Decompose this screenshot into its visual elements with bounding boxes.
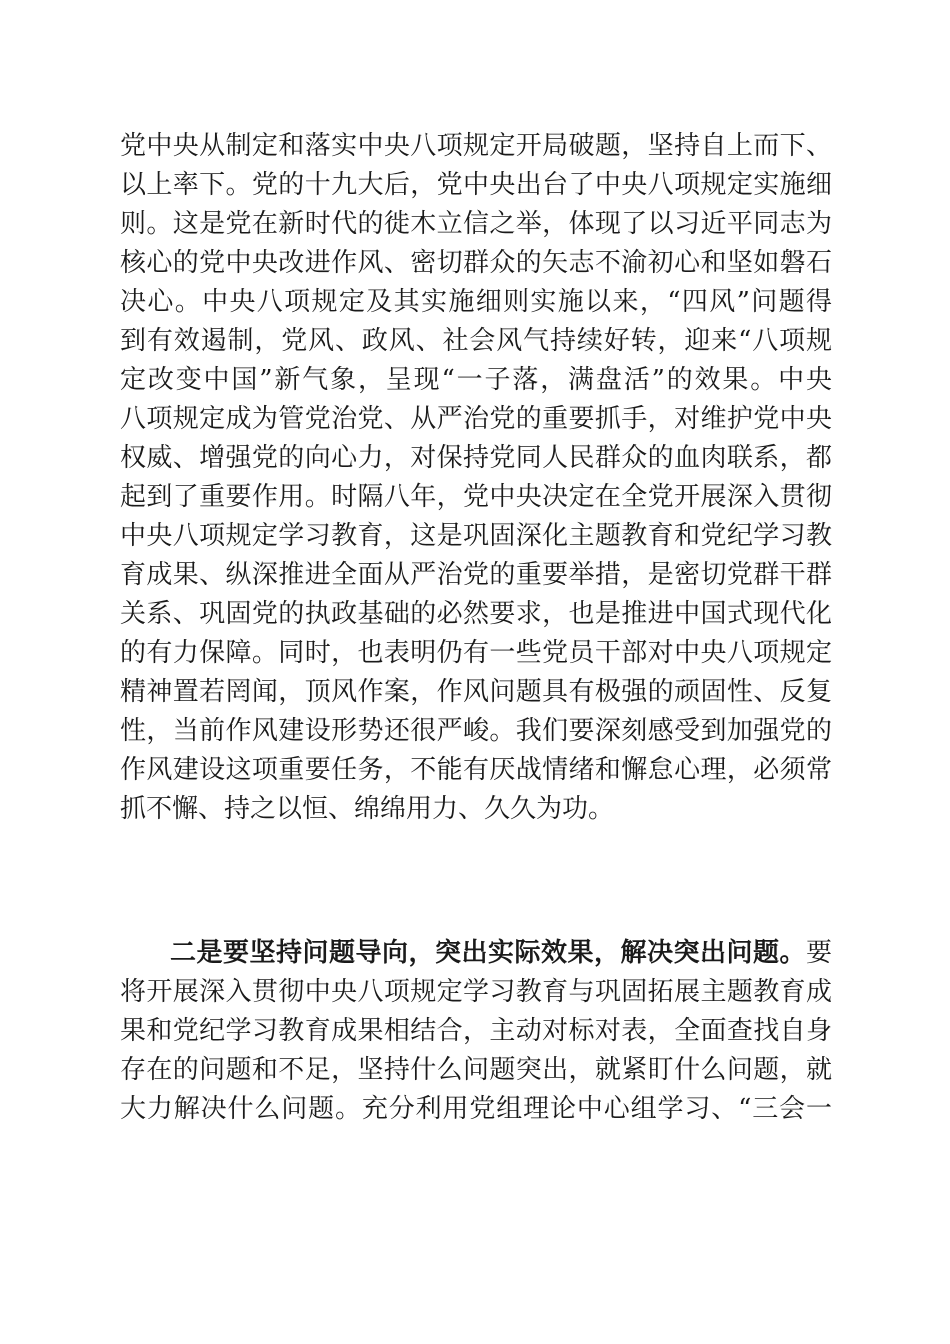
text-line: 性，当前作风建设形势还很严峻。我们要深刻感受到加强党的	[120, 716, 832, 746]
text-line: 抓不懈、持之以恒、绵绵用力、久久为功。	[120, 794, 615, 824]
text-line: 八项规定成为管党治党、从严治党的重要抓手，对维护党中央	[120, 404, 832, 434]
paragraph-2-heading: 二是要坚持问题导向，突出实际效果，解决突出问题。	[170, 938, 806, 968]
text-line: 则。这是党在新时代的徙木立信之举，体现了以习近平同志为	[120, 209, 832, 239]
text-line: 核心的党中央改进作风、密切群众的矢志不渝初心和坚如磐石	[120, 248, 832, 278]
text-line: 将开展深入贯彻中央八项规定学习教育与巩固拓展主题教育成	[120, 977, 832, 1007]
text-line: 中央八项规定学习教育，这是巩固深化主题教育和党纪学习教	[120, 521, 832, 551]
text-line: 存在的问题和不足，坚持什么问题突出，就紧盯什么问题，就	[120, 1055, 832, 1085]
text-line: 的有力保障。同时，也表明仍有一些党员干部对中央八项规定	[120, 638, 832, 668]
text-line: 定改变中国”新气象，呈现“一子落，满盘活”的效果。中央	[120, 365, 832, 395]
text-line: 育成果、纵深推进全面从严治党的重要举措，是密切党群干群	[120, 560, 832, 590]
text-line: 大力解决什么问题。充分利用党组理论中心组学习、“三会一	[120, 1094, 832, 1124]
text-line: 以上率下。党的十九大后，党中央出台了中央八项规定实施细	[120, 170, 832, 200]
text-line: 党中央从制定和落实中央八项规定开局破题，坚持自上而下、	[120, 131, 832, 161]
text-line: 果和党纪学习教育成果相结合，主动对标对表，全面查找自身	[120, 1016, 832, 1046]
text-line: 到有效遏制，党风、政风、社会风气持续好转，迎来“八项规	[120, 326, 832, 356]
text-line: 权威、增强党的向心力，对保持党同人民群众的血肉联系，都	[120, 443, 832, 473]
text-line: 精神置若罔闻，顶风作案，作风问题具有极强的顽固性、反复	[120, 677, 832, 707]
paragraph-2-first-line-rest: 要	[805, 938, 832, 968]
text-line: 起到了重要作用。时隔八年，党中央决定在全党开展深入贯彻	[120, 482, 832, 512]
paragraph-2-first-line	[170, 932, 832, 974]
text-line: 决心。中央八项规定及其实施细则实施以来，“四风”问题得	[120, 287, 832, 317]
text-line: 关系、巩固党的执政基础的必然要求，也是推进中国式现代化	[120, 599, 832, 629]
text-line: 作风建设这项重要任务，不能有厌战情绪和懈怠心理，必须常	[120, 755, 832, 785]
